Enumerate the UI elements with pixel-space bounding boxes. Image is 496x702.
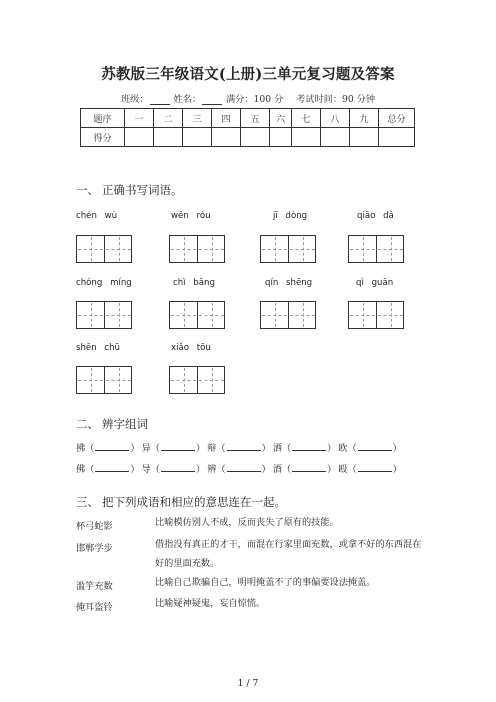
answer-blank[interactable] <box>227 463 261 472</box>
header-cell: 八 <box>321 109 350 128</box>
paren: ） <box>327 443 337 454</box>
header-cell: 七 <box>292 109 321 128</box>
score-cell[interactable] <box>154 128 183 147</box>
meaning-item[interactable]: 比喻疑神疑鬼，妄自惊慌。 <box>155 598 266 609</box>
char: 导 <box>141 464 151 475</box>
name-blank[interactable] <box>202 95 222 105</box>
score-row-label: 得分 <box>81 128 125 147</box>
answer-blank[interactable] <box>358 442 392 451</box>
paren: ） <box>261 464 271 475</box>
answer-blank[interactable] <box>161 463 195 472</box>
meaning-item[interactable]: 比喻模仿别人不成，反而丧失了原有的技能。 <box>155 517 339 528</box>
char: 异 <box>141 443 151 454</box>
score-cell[interactable] <box>321 128 350 147</box>
paren: （ <box>150 464 160 475</box>
header-cell: 六 <box>270 109 292 128</box>
char: 拂 <box>76 443 86 454</box>
paren: （ <box>281 464 292 475</box>
score-cell[interactable] <box>379 128 415 147</box>
answer-blank[interactable] <box>358 463 392 472</box>
answer-blank[interactable] <box>292 442 326 451</box>
char: 洒 <box>272 443 282 454</box>
pinyin-label: qì guān <box>356 278 394 288</box>
class-label: 班级： <box>120 94 149 105</box>
exam-time: 考试时间：90 分钟 <box>296 94 376 105</box>
char: 欧 <box>338 443 348 454</box>
pinyin-label: chóng míng <box>76 278 132 288</box>
pinyin-label: qín shēng <box>265 278 313 288</box>
class-blank[interactable] <box>150 95 170 105</box>
score-cell[interactable] <box>212 128 241 147</box>
header-cell: 题序 <box>81 109 125 128</box>
paren: （ <box>281 443 292 454</box>
paren: ） <box>327 464 337 475</box>
writing-box[interactable] <box>348 301 404 329</box>
score-cell[interactable] <box>241 128 270 147</box>
answer-blank[interactable] <box>292 463 326 472</box>
header-cell: 九 <box>350 109 379 128</box>
score-table <box>80 108 415 147</box>
answer-blank[interactable] <box>95 463 129 472</box>
paren: ） <box>195 464 206 475</box>
answer-blank[interactable] <box>95 442 129 451</box>
idiom-item[interactable]: 杯弓蛇影 <box>76 521 113 532</box>
idiom-item[interactable]: 掩耳盗铃 <box>76 602 113 613</box>
header-cell: 五 <box>241 109 270 128</box>
answer-blank[interactable] <box>161 442 195 451</box>
score-cell[interactable] <box>125 128 154 147</box>
idiom-item[interactable]: 邯郸学步 <box>76 543 113 554</box>
char: 酒 <box>272 464 282 475</box>
score-cell[interactable] <box>183 128 212 147</box>
section-2-heading <box>76 416 148 432</box>
answer-blank[interactable] <box>227 442 261 451</box>
header-cell: 三 <box>183 109 212 128</box>
paren: ） <box>392 443 402 454</box>
page-number: 1 / 7 <box>237 678 259 689</box>
section-1-heading <box>76 182 183 198</box>
section-title: 辨字组词 <box>102 417 148 431</box>
pinyin-label: xiǎo tōu <box>171 343 211 353</box>
char: 殴 <box>338 464 348 475</box>
score-cell[interactable] <box>292 128 321 147</box>
meaning-item[interactable]: 借指没有真正的才干，而混在行家里面充数，或拿不好的东西混在好的里面充数。 <box>155 539 422 569</box>
char: 辨 <box>207 464 217 475</box>
section-title: 把下列成语和相应的意思连在一起。 <box>102 495 286 509</box>
paren: （ <box>216 443 226 454</box>
paren: ） <box>130 464 140 475</box>
char: 辩 <box>207 443 217 454</box>
writing-box[interactable] <box>169 366 225 394</box>
writing-box[interactable] <box>260 235 316 263</box>
paren: （ <box>216 464 226 475</box>
paren: （ <box>85 464 95 475</box>
writing-box[interactable] <box>76 366 132 394</box>
score-row <box>81 128 415 147</box>
pinyin-label: jī dòng <box>273 211 308 221</box>
word-group-row <box>76 461 404 475</box>
section-number: 二、 <box>76 417 99 431</box>
exam-info <box>0 91 496 105</box>
section-title: 正确书写词语。 <box>102 183 183 197</box>
header-cell: 四 <box>212 109 241 128</box>
paren: ） <box>392 464 402 475</box>
char: 佛 <box>76 464 86 475</box>
writing-box[interactable] <box>169 301 225 329</box>
writing-box[interactable] <box>260 301 316 329</box>
writing-box[interactable] <box>76 235 132 263</box>
paren: （ <box>85 443 95 454</box>
page-title: 苏教版三年级语文(上册)三单元复习题及答案 <box>101 66 395 83</box>
paren: ） <box>195 443 206 454</box>
header-cell: 一 <box>125 109 154 128</box>
section-number: 三、 <box>76 495 99 509</box>
score-cell[interactable] <box>350 128 379 147</box>
score-header-row <box>81 109 415 128</box>
header-cell: 二 <box>154 109 183 128</box>
word-group-row <box>76 440 404 454</box>
paren: （ <box>347 464 357 475</box>
section-number: 一、 <box>76 183 99 197</box>
pinyin-label: qiāo dǎ <box>357 211 394 221</box>
meaning-item[interactable]: 比喻自己欺骗自己，明明掩盖不了的事偏要设法掩盖。 <box>155 577 376 588</box>
idiom-item[interactable]: 滥竽充数 <box>76 581 113 592</box>
score-cell[interactable] <box>270 128 292 147</box>
pinyin-label: shēn chū <box>76 343 121 353</box>
section-3-heading <box>76 494 286 510</box>
pinyin-label: wēn róu <box>171 211 211 221</box>
paren: ） <box>130 443 140 454</box>
pinyin-label: chì bǎng <box>173 278 215 288</box>
paren: （ <box>347 443 357 454</box>
writing-box[interactable] <box>76 301 132 329</box>
writing-box[interactable] <box>348 235 404 263</box>
writing-box[interactable] <box>169 235 225 263</box>
paren: ） <box>261 443 271 454</box>
pinyin-label: chén wù <box>76 211 118 221</box>
paren: （ <box>150 443 160 454</box>
name-label: 姓名： <box>173 94 202 105</box>
full-score: 满分：100 分 <box>225 94 284 105</box>
header-cell: 总分 <box>379 109 415 128</box>
